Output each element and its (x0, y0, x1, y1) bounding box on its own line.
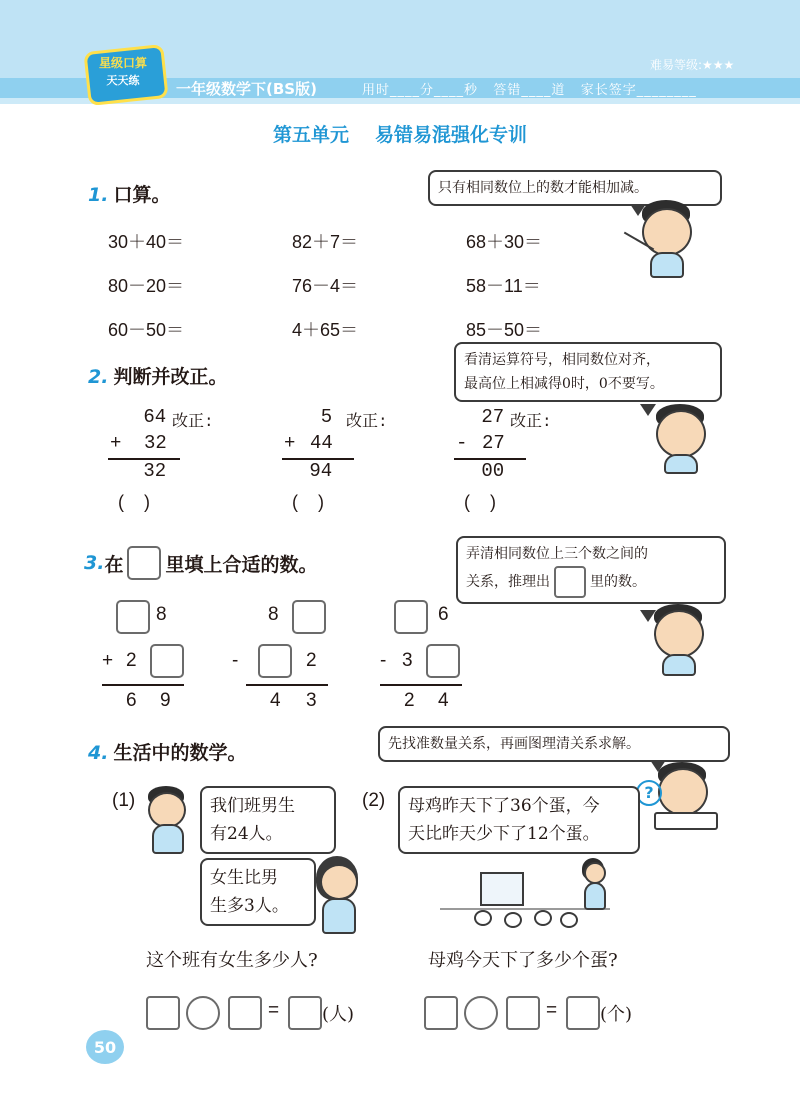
q4-sub1-boy-line-1: 我们班男生 (210, 796, 295, 816)
q2-number: 2. (88, 366, 109, 388)
q3-tip-line-2-post: 里的数。 (590, 574, 646, 590)
q3-p2-mid-ones: 2 (306, 650, 317, 671)
page-number: 50 (93, 1038, 117, 1057)
q3-p2-mid-tens-box[interactable] (258, 644, 292, 678)
q2-tip-bubble (454, 342, 722, 402)
q4-tip-text: 先找准数量关系，再画图理清关系求解。 (388, 736, 640, 752)
q3-p1-mid-ones-box[interactable] (150, 644, 184, 678)
q4-sub1-label: (1) (112, 790, 136, 811)
q3-tip-line-1: 弄清相同数位上三个数之间的 (466, 546, 648, 562)
q2-p2-bottom: 44 (310, 432, 333, 454)
hen-icon (504, 912, 522, 928)
q2-p3-operator: - (456, 432, 468, 454)
q2-p3-top: 27 (470, 406, 505, 428)
q2-p1-result: 32 (132, 460, 167, 482)
q4-sub2-question: 母鸡今天下了多少个蛋? (428, 950, 618, 971)
q4-sub2-bubble (398, 786, 640, 854)
q4-sub1-girl-bubble (200, 858, 316, 926)
q3-p2-top-tens: 8 (268, 604, 279, 625)
q4-sub2-label: (2) (362, 790, 386, 811)
q3-p2-top-ones-box[interactable] (292, 600, 326, 634)
q3-p2-result-tens: 4 (270, 690, 281, 711)
q2-tip-line-2: 最高位上相减得0时，0不要写。 (464, 376, 664, 392)
q3-tip-line-2 (466, 566, 716, 598)
q4-sub1-operand-1-box[interactable] (146, 996, 180, 1030)
q3-p2-result-ones: 3 (306, 690, 317, 711)
q2-header (88, 362, 228, 389)
q4-sub1-result-box[interactable] (288, 996, 322, 1030)
q2-title: 判断并改正。 (113, 366, 228, 388)
winking-boy-illustration (650, 604, 716, 674)
q1-expr-1-1: 30＋40＝ (108, 232, 185, 252)
q3-p1-result-ones: 9 (160, 690, 171, 711)
q2-p2-operator: + (284, 432, 296, 454)
q4-sub2-unit: (个) (600, 1004, 633, 1025)
q3-p2-operator: - (232, 650, 239, 671)
q2-p1-answer-paren[interactable]: ( ) (118, 492, 150, 512)
hen-icon (474, 910, 492, 926)
unit-name: 易错易混强化专训 (375, 124, 528, 146)
q1-header (88, 180, 171, 207)
q4-sub1-boy-bubble (200, 786, 336, 854)
book-title: 一年级数学下(BS版) (176, 80, 317, 98)
logo-text-bottom: 天天练 (106, 74, 140, 87)
q2-p3-result: 00 (470, 460, 505, 482)
q4-title: 生活中的数学。 (113, 742, 247, 764)
q2-p2-correct-label: 改正: (346, 413, 388, 431)
q3-p3-mid-ones-box[interactable] (426, 644, 460, 678)
q1-expr-1-3: 68＋30＝ (466, 232, 543, 252)
q3-tip-line-2-pre: 关系，推理出 (466, 574, 550, 590)
question-boy-illustration (636, 762, 720, 828)
q3-title-box-icon (127, 546, 161, 580)
q3-p3-rule (380, 684, 462, 686)
girl-student-illustration (314, 856, 362, 932)
q2-p2-answer-paren[interactable]: ( ) (292, 492, 324, 512)
teacher-boy-illustration (636, 200, 706, 276)
record-line: 用时____分____秒 答错____道 家长签字________ (362, 83, 697, 98)
q3-p1-top-tens-box[interactable] (116, 600, 150, 634)
q3-title-post: 里填上合适的数。 (165, 553, 318, 576)
q2-p3-correct-label: 改正: (510, 413, 552, 431)
q2-p3-bottom: 27 (482, 432, 505, 454)
q3-p3-top-ones: 6 (438, 604, 449, 625)
q3-p1-operator: + (102, 650, 114, 671)
q4-sub2-operand-1-box[interactable] (424, 996, 458, 1030)
q2-p1-top: 64 (132, 406, 167, 428)
unit-title (0, 120, 800, 147)
q4-sub2-line-1: 母鸡昨天下了36个蛋，今 (408, 796, 600, 816)
q3-p1-mid-tens: 2 (126, 650, 137, 671)
hen-coop-scene-illustration (440, 858, 610, 932)
q3-p1-rule (102, 684, 184, 686)
q1-expr-3-1: 60－50＝ (108, 320, 185, 340)
q1-expr-2-3: 58－11＝ (466, 276, 541, 296)
q1-expr-2-2: 76－4＝ (292, 276, 359, 296)
q4-sub2-operator-circle[interactable] (464, 996, 498, 1030)
q3-p3-result-tens: 2 (404, 690, 415, 711)
q1-title: 口算。 (113, 184, 171, 206)
q1-expr-1-2: 82＋7＝ (292, 232, 359, 252)
q4-sub1-unit: (人) (322, 1004, 355, 1025)
q4-sub1-boy-line-2: 有24人。 (210, 824, 283, 844)
q3-p3-operator: - (380, 650, 387, 671)
thinking-boy-illustration (652, 404, 718, 470)
q4-sub1-girl-line-2: 生多3人。 (210, 896, 289, 916)
q1-tip-text: 只有相同数位上的数才能相加减。 (438, 180, 648, 196)
q3-p3-mid-tens: 3 (402, 650, 413, 671)
q1-expr-3-2: 4＋65＝ (292, 320, 359, 340)
q3-title-pre: 在 (104, 553, 124, 576)
open-book-icon (654, 812, 718, 830)
q2-p2-top: 5 (298, 406, 333, 428)
q4-tip-bubble (378, 726, 730, 762)
q3-tip-bubble (456, 536, 726, 604)
girl-farmer-icon (580, 858, 606, 918)
q2-p3-answer-paren[interactable]: ( ) (464, 492, 496, 512)
q2-p2-result: 94 (298, 460, 333, 482)
q4-header (88, 738, 247, 765)
q4-sub2-operand-2-box[interactable] (506, 996, 540, 1030)
q4-sub1-girl-line-1: 女生比男 (210, 868, 278, 888)
difficulty-rating: 难易等级:★★★ (650, 58, 735, 72)
hen-icon (534, 910, 552, 926)
coop-icon (480, 872, 524, 906)
q4-sub2-equals: = (546, 1000, 558, 1021)
q3-p1-result-tens: 6 (126, 690, 137, 711)
q3-p3-result-ones: 4 (438, 690, 449, 711)
q3-number: 3. (84, 552, 105, 574)
q1-expr-2-1: 80－20＝ (108, 276, 185, 296)
q4-sub2-result-box[interactable] (566, 996, 600, 1030)
q4-sub1-question: 这个班有女生多少人? (146, 950, 318, 971)
q1-expr-3-3: 85－50＝ (466, 320, 543, 340)
boy-student-illustration (144, 786, 190, 852)
question-mark-icon: ? (636, 780, 662, 806)
q4-sub1-operator-circle[interactable] (186, 996, 220, 1030)
q2-p1-correct-label: 改正: (172, 413, 214, 431)
q2-p1-operator: + (110, 432, 122, 454)
q1-number: 1. (88, 184, 109, 206)
unit-number: 第五单元 (272, 124, 349, 146)
q4-sub1-operand-2-box[interactable] (228, 996, 262, 1030)
q3-p3-top-tens-box[interactable] (394, 600, 428, 634)
hen-icon (560, 912, 578, 928)
q2-p1-bottom: 32 (144, 432, 167, 454)
q3-p1-top-ones: 8 (156, 604, 167, 625)
q4-number: 4. (88, 742, 109, 764)
q3-header (84, 546, 317, 580)
q3-p2-rule (246, 684, 328, 686)
q4-sub1-equals: = (268, 1000, 280, 1021)
logo-text-top: 星级口算 (98, 56, 147, 70)
q3-tip-box-icon (554, 566, 586, 598)
q4-sub2-line-2: 天比昨天少下了12个蛋。 (408, 824, 600, 844)
q2-tip-line-1: 看清运算符号，相同数位对齐， (464, 352, 660, 368)
